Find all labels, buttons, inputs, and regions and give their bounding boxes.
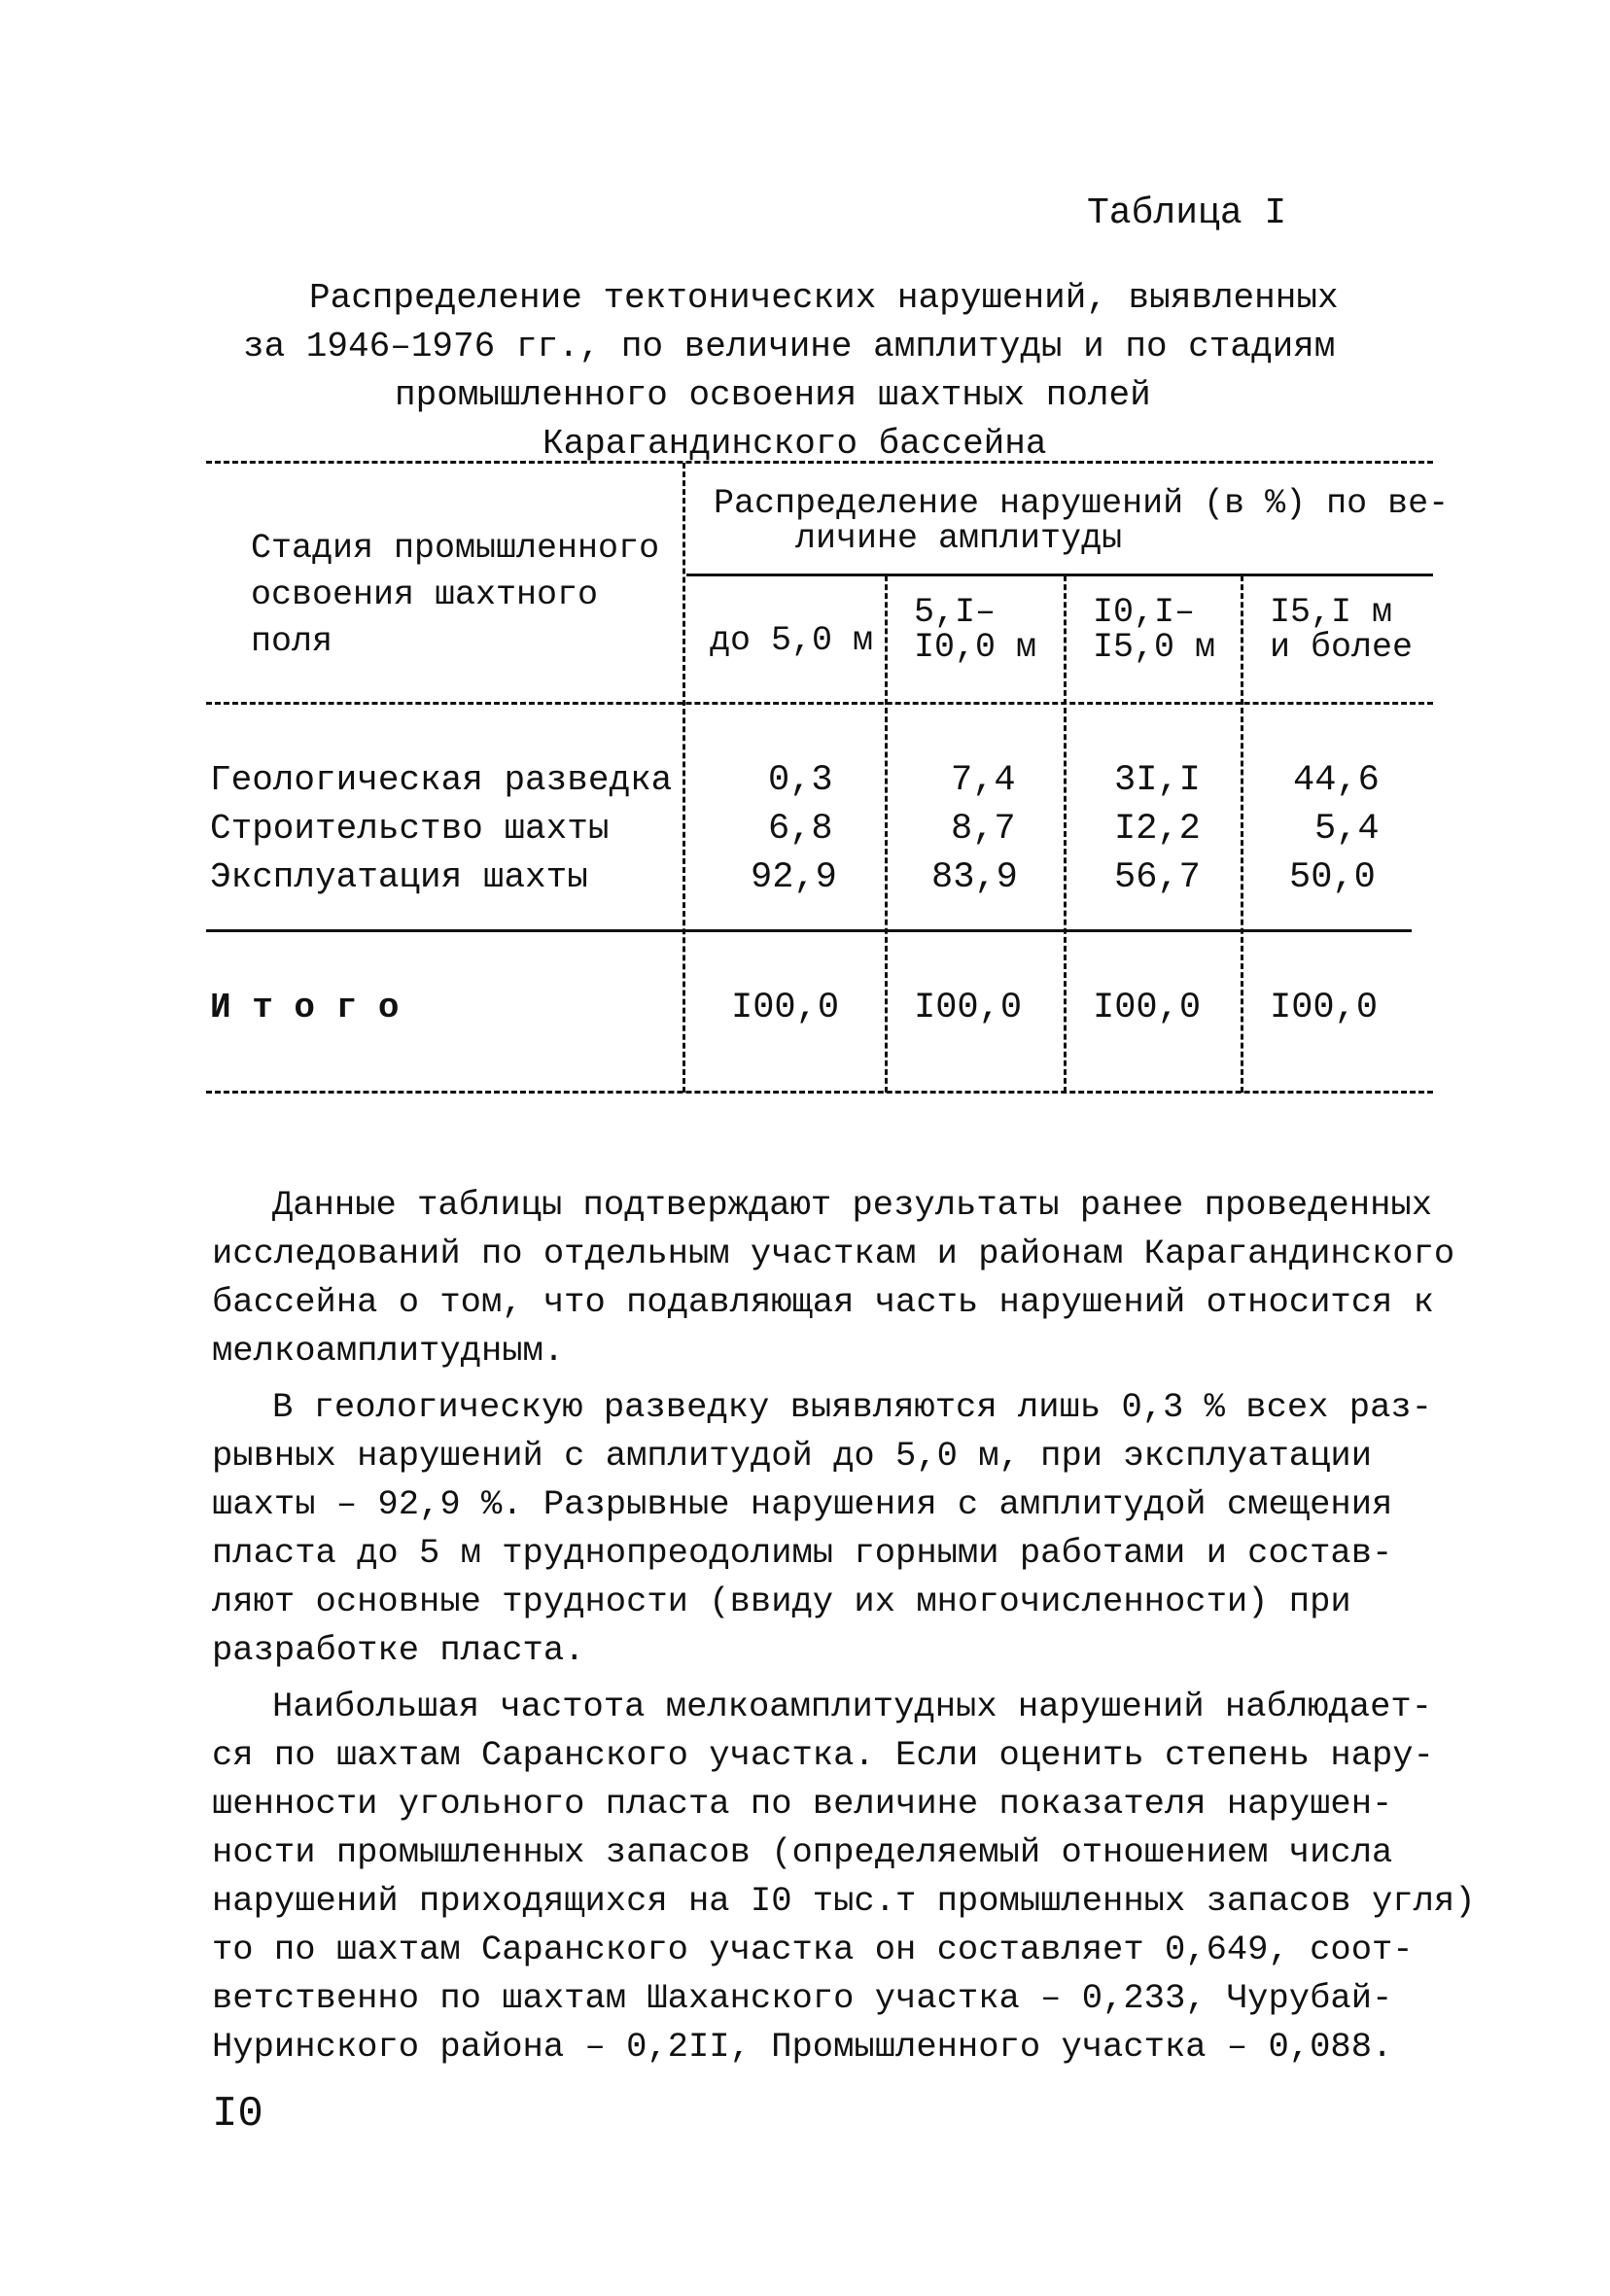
- col-header-line: I5,I м: [1270, 593, 1393, 632]
- table-cell: 5,4: [1314, 809, 1380, 850]
- text-line: нарушений приходящихся на I0 тыс.т промышленных запасов угля): [212, 1881, 1476, 1921]
- header-bottom-rule: [206, 702, 1433, 705]
- table-cell: 3I,I: [1114, 760, 1201, 801]
- column-divider: [885, 575, 888, 1093]
- row-label: Геологическая разведка: [210, 760, 673, 800]
- text-line: то по шахтам Саранского участка он составляет 0,649, соот-: [212, 1930, 1414, 1969]
- text-line: В геологическую разведку выявляются лишь 0,3 % всех раз-: [272, 1387, 1432, 1427]
- column-divider: [682, 463, 685, 1093]
- text-line: шахты – 92,9 %. Разрывные нарушения с амплитудой смещения: [212, 1484, 1393, 1524]
- total-rule: [206, 929, 1412, 932]
- table-cell: 92,9: [751, 857, 837, 898]
- row-label: Строительство шахты: [210, 809, 610, 849]
- col-header-3: [1093, 595, 1215, 665]
- group-header-line: личине амплитуды: [795, 519, 1123, 558]
- row-label: Эксплуатация шахты: [210, 857, 588, 897]
- col-header-line: и более: [1270, 628, 1414, 667]
- caption-line: за 1946–1976 гг., по величине амплитуды и по стадиям: [243, 327, 1336, 366]
- page-number: I0: [212, 2090, 263, 2139]
- table-cell: 50,0: [1289, 857, 1376, 898]
- col-header-2: [914, 595, 1036, 665]
- text-line: исследований по отдельным участкам и районам Карагандинского: [212, 1234, 1455, 1273]
- table-caption: [243, 274, 1342, 469]
- total-cell: I00,0: [1270, 988, 1379, 1028]
- table-cell: 56,7: [1114, 857, 1201, 898]
- table-number: Таблица I: [1087, 192, 1287, 234]
- col-header-line: до 5,0 м: [710, 621, 874, 660]
- col-header-line: I0,0 м: [914, 628, 1037, 667]
- caption-line: промышленного освоения шахтных полей: [395, 375, 1151, 415]
- stage-header-line: освоения шахтного: [251, 575, 599, 614]
- table-top-rule: [206, 461, 1433, 464]
- total-cell: I00,0: [914, 988, 1023, 1028]
- table-bottom-rule: [206, 1091, 1433, 1094]
- text-line: бассейна о том, что подавляющая часть нарушений относится к: [212, 1282, 1434, 1322]
- col-header-line: I0,I–: [1093, 593, 1196, 632]
- stage-header-line: поля: [251, 622, 333, 661]
- table-cell: 8,7: [951, 809, 1016, 850]
- total-label: И т о г о: [210, 988, 400, 1027]
- text-line: ляют основные трудности (ввиду их многочисленности) при: [212, 1582, 1351, 1621]
- table-cell: 0,3: [768, 760, 833, 801]
- paragraph: [212, 1181, 1455, 1375]
- text-line: шенности угольного пласта по величине показателя нарушен-: [212, 1784, 1393, 1824]
- column-divider: [1064, 575, 1067, 1093]
- caption-line: Карагандинского бассейна: [542, 424, 1047, 464]
- text-line: Нуринского района – 0,2II, Промышленного участка – 0,088.: [212, 2027, 1393, 2067]
- text-line: ветственно по шахтам Шаханского участка – 0,233, Чурубай-: [212, 1978, 1393, 2018]
- stage-header: [251, 525, 659, 665]
- text-line: Наибольшая частота мелкоамплитудных нарушений наблюдает-: [272, 1687, 1432, 1726]
- paragraph: [212, 1383, 1441, 1675]
- text-line: рывных нарушений с амплитудой до 5,0 м, при эксплуатации: [212, 1436, 1372, 1476]
- text-line: ности промышленных запасов (определяемый отношением числа: [212, 1832, 1393, 1872]
- total-cell: I00,0: [731, 988, 840, 1028]
- col-header-4: [1270, 595, 1413, 665]
- text-line: ся по шахтам Саранского участка. Если оценить степень нару-: [212, 1735, 1434, 1775]
- table-cell: 44,6: [1293, 760, 1380, 801]
- caption-line: Распределение тектонических нарушений, выявленных: [309, 278, 1339, 318]
- body-text: [212, 1181, 1476, 2079]
- text-line: разработке пласта.: [212, 1630, 585, 1670]
- col-header-1: [710, 618, 873, 663]
- col-header-line: 5,I–: [914, 593, 997, 632]
- table-cell: 7,4: [951, 760, 1016, 801]
- column-divider: [1241, 575, 1243, 1093]
- table-cell: 83,9: [931, 857, 1018, 898]
- stage-header-line: Стадия промышленного: [251, 529, 660, 568]
- text-line: мелкоамплитудным.: [212, 1331, 565, 1371]
- text-line: пласта до 5 м труднопреодолимы горными работами и состав-: [212, 1533, 1393, 1573]
- text-line: Данные таблицы подтверждают результаты ранее проведенных: [272, 1185, 1432, 1225]
- col-header-line: I5,0 м: [1093, 628, 1216, 667]
- group-header-rule: [686, 574, 1433, 576]
- group-header-line: Распределение нарушений (в %) по ве-: [714, 484, 1450, 523]
- amplitude-group-header: [714, 486, 1449, 556]
- table-cell: 6,8: [768, 809, 833, 850]
- table-cell: I2,2: [1114, 809, 1201, 850]
- total-cell: I00,0: [1093, 988, 1202, 1028]
- paragraph: [212, 1683, 1476, 2071]
